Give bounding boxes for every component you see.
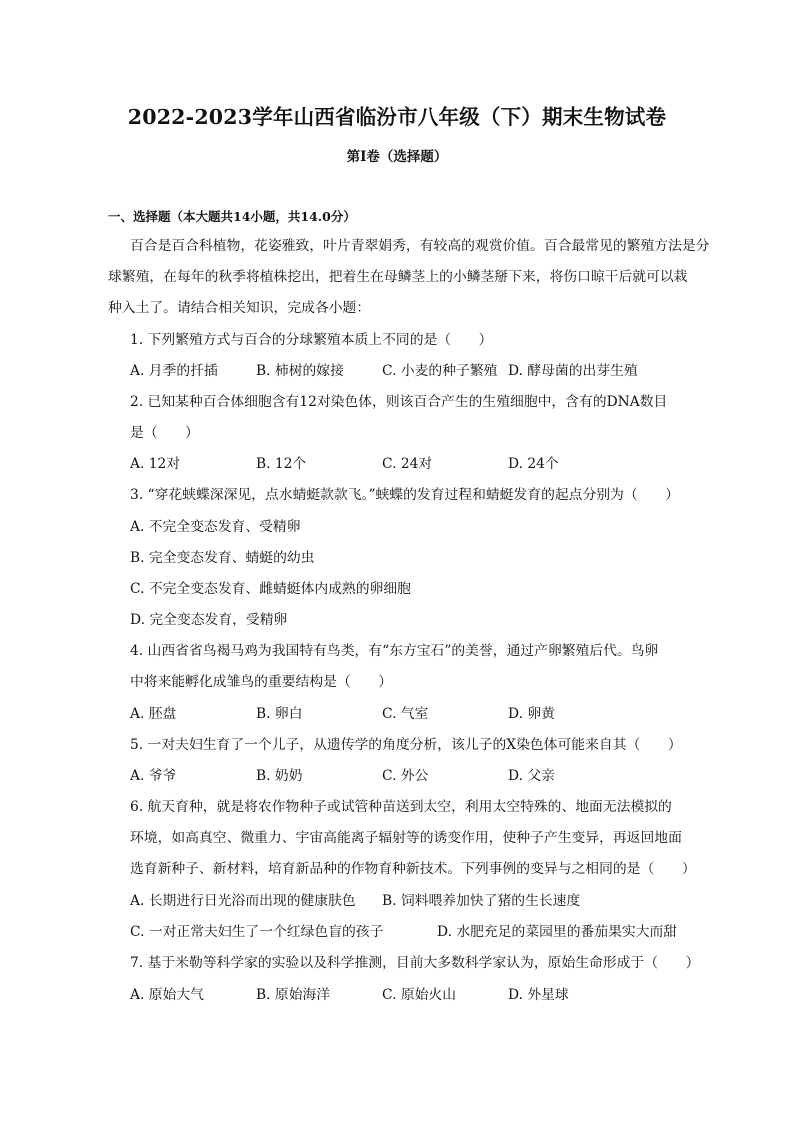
question-7-option-c[interactable]: C. 原始火山: [382, 987, 457, 1003]
question-3-option-b[interactable]: B. 完全变态发育、蜻蜓的幼虫: [130, 550, 315, 566]
question-6-option-a[interactable]: A. 长期进行日光浴而出现的健康肤色: [130, 893, 356, 909]
page-title: 2022-2023学年山西省临汾市八年级（下）期末生物试卷: [127, 105, 667, 129]
question-3-stem: 3. “穿花蛱蝶深深见，点水蜻蜓款款飞。”蛱蝶的发育过程和蜻蜓发育的起点分别为（ ）: [130, 487, 680, 503]
question-5-option-a[interactable]: A. 爷爷: [130, 768, 177, 784]
intro-line-3: 种入土了。请结合相关知识，完成各小题：: [108, 300, 371, 316]
question-6-option-c[interactable]: C. 一对正常夫妇生了一个红绿色盲的孩子: [130, 924, 384, 940]
question-2-option-b[interactable]: B. 12个: [256, 456, 307, 472]
question-2-stem-line-1: 2. 已知某种百合体细胞含有12对染色体，则该百合产生的生殖细胞中，含有的DNA数目: [130, 394, 668, 410]
question-6-stem-line-3: 选育新种子、新材料，培育新品种的作物育种新技术。下列事例的变异与之相同的是（ ）: [130, 861, 696, 877]
question-1-stem: 1. 下列繁殖方式与百合的分球繁殖本质上不同的是（ ）: [130, 332, 493, 348]
question-3-option-a[interactable]: A. 不完全变态发育、受精卵: [130, 519, 301, 535]
question-6-option-b[interactable]: B. 饲料喂养加快了猪的生长速度: [382, 893, 581, 909]
question-4-option-c[interactable]: C. 气室: [382, 706, 429, 722]
section-header: 一、选择题（本大题共14小题，共14.0分）: [108, 209, 356, 224]
page-subtitle: 第Ⅰ卷（选择题）: [346, 149, 448, 165]
question-3-option-d[interactable]: D. 完全变态发育，受精卵: [130, 612, 288, 628]
question-7-option-a[interactable]: A. 原始大气: [130, 987, 204, 1003]
question-3-option-c[interactable]: C. 不完全变态发育、雌蜻蜓体内成熟的卵细胞: [130, 581, 411, 597]
question-1-option-b[interactable]: B. 柿树的嫁接: [256, 363, 344, 379]
question-5-option-c[interactable]: C. 外公: [382, 768, 429, 784]
intro-line-2: 球繁殖，在每年的秋季将植株挖出，把着生在母鳞茎上的小鳞茎掰下来，将伤口晾干后就可以栽: [108, 269, 688, 285]
question-7-option-d[interactable]: D. 外星球: [508, 987, 569, 1003]
intro-line-1: 百合是百合科植物，花姿雅致，叶片青翠娟秀，有较高的观赏价值。百合最常见的繁殖方法是分: [130, 238, 710, 254]
question-6-option-d[interactable]: D. 水肥充足的菜园里的番茄果实大而甜: [437, 924, 678, 940]
question-7-stem: 7. 基于米勒等科学家的实验以及科学推测，目前大多数科学家认为，原始生命形成于（ ）: [130, 955, 700, 971]
question-2-option-c[interactable]: C. 24对: [382, 456, 433, 472]
question-6-stem-line-2: 环境，如高真空、微重力、宇宙高能离子辐射等的诱变作用，使种子产生变异，再返回地面: [130, 830, 682, 846]
question-5-stem: 5. 一对夫妇生育了一个儿子，从遗传学的角度分析，该儿子的X染色体可能来自其（ ）: [130, 737, 682, 753]
question-7-option-b[interactable]: B. 原始海洋: [256, 987, 331, 1003]
question-4-option-a[interactable]: A. 胚盘: [130, 706, 177, 722]
question-5-option-b[interactable]: B. 奶奶: [256, 768, 303, 784]
question-2-option-a[interactable]: A. 12对: [130, 456, 181, 472]
question-1-option-c[interactable]: C. 小麦的种子繁殖: [382, 363, 498, 379]
question-6-stem-line-1: 6. 航天育种，就是将农作物种子或试管种苗送到太空，利用太空特殊的、地面无法模拟的: [130, 799, 672, 815]
question-4-option-d[interactable]: D. 卵黄: [508, 706, 555, 722]
question-1-option-a[interactable]: A. 月季的扦插: [130, 363, 218, 379]
question-4-stem-line-1: 4. 山西省省鸟褐马鸡为我国特有鸟类，有“东方宝石”的美誉，通过产卵繁殖后代。鸟卵: [130, 643, 659, 659]
question-5-option-d[interactable]: D. 父亲: [508, 768, 555, 784]
question-4-stem-line-2: 中将来能孵化成雏鸟的重要结构是（ ）: [130, 674, 393, 690]
question-2-option-d[interactable]: D. 24个: [508, 456, 559, 472]
question-2-stem-line-2: 是（ ）: [130, 425, 199, 441]
question-4-option-b[interactable]: B. 卵白: [256, 706, 303, 722]
question-1-option-d[interactable]: D. 酵母菌的出芽生殖: [508, 363, 638, 379]
